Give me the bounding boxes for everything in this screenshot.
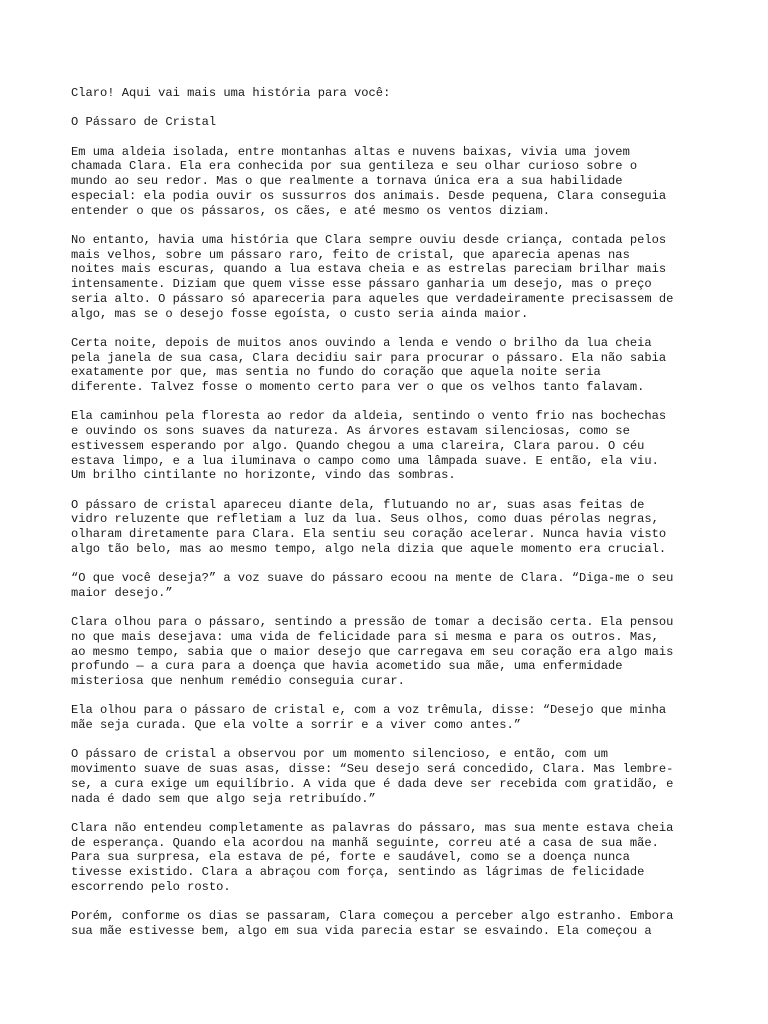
document-page: [71, 86, 711, 953]
paragraph: Ela caminhou pela floresta ao redor da aldeia, sentindo o vento frio nas bochechas e ouvindo os sons suaves da natureza. As árvores estavam silenciosas, como se estivessem esperando por algo. Quando chegou a uma clareira, Clara parou. O céu estava limpo, e a lua iluminava o campo como uma lâmpada suave. E então, ela viu. Um brilho cintilante no horizonte, vindo das sombras.: [71, 409, 667, 483]
paragraph: Clara não entendeu completamente as palavras do pássaro, mas sua mente estava cheia de esperança. Quando ela acordou na manhã seguinte, correu até a casa de sua mãe. Para sua surpresa, ela estava de pé, forte e saudável, como se a doença nunca tivesse existido. Clara a abraçou com força, sentindo as lágrimas de felicidade escorrendo pelo rosto.: [71, 820, 674, 894]
paragraph: O pássaro de cristal apareceu diante dela, flutuando no ar, suas asas feitas de vidro reluzente que refletiam a luz da lua. Seus olhos, como duas pérolas negras, olharam diretamente para Clara. Ela sentiu seu coração acelerar. Nunca havia visto algo tão belo, mas ao mesmo tempo, algo nela dizia que aquele momento era crucial.: [71, 497, 667, 556]
story-title: O Pássaro de Cristal: [71, 115, 217, 130]
intro-line: Claro! Aqui vai mais uma história para você:: [71, 86, 391, 100]
paragraph: Certa noite, depois de muitos anos ouvindo a lenda e vendo o brilho da lua cheia pela janela de sua casa, Clara decidiu sair para procurar o pássaro. Ela não sabia exatamente por que, mas sentia no fundo do coração que aquela noite seria diferente. Talvez fosse o momento certo para ver o que os velhos tanto falavam.: [71, 335, 667, 394]
paragraph: Em uma aldeia isolada, entre montanhas altas e nuvens baixas, vivia uma jovem chamada Clara. Ela era conhecida por sua gentileza e seu olhar curioso sobre o mundo ao seu redor. Mas o que realmente a tornava única era a sua habilidade especial: ela podia ouvir os sussurros dos animais. Desde pequena, Clara conseguia entender o que os pássaros, os cães, e até mesmo os ventos diziam.: [71, 144, 667, 218]
paragraph: O pássaro de cristal a observou por um momento silencioso, e então, com um movimento suave de suas asas, disse: “Seu desejo será concedido, Clara. Mas lembre- se, a cura exige um equilíbrio. A vida que é dada deve ser recebida com gratidão, e nada é dado sem que algo seja retribuído.”: [71, 747, 674, 806]
paragraph: Ela olhou para o pássaro de cristal e, com a voz trêmula, disse: “Desejo que minha mãe seja curada. Que ela volte a sorrir e a viver como antes.”: [71, 703, 667, 733]
paragraph: Clara olhou para o pássaro, sentindo a pressão de tomar a decisão certa. Ela pensou no que mais desejava: uma vida de felicidade para si mesma e para os outros. Mas, ao mesmo tempo, sabia que o maior desejo que carregava em seu coração era algo mais profundo — a cura para a doença que havia acometido sua mãe, uma enfermidade misteriosa que nenhum remédio conseguia curar.: [71, 615, 674, 688]
paragraph: “O que você deseja?” a voz suave do pássaro ecoou na mente de Clara. “Diga-me o seu maior desejo.”: [71, 571, 674, 600]
paragraph: Porém, conforme os dias se passaram, Clara começou a perceber algo estranho. Embora sua mãe estivesse bem, algo em sua vida parecia estar se esvaindo. Ela começou a: [71, 909, 674, 938]
paragraph: No entanto, havia uma história que Clara sempre ouviu desde criança, contada pelos mais velhos, sobre um pássaro raro, feito de cristal, que aparecia apenas nas noites mais escuras, quando a lua estava cheia e as estrelas pareciam brilhar mais intensamente. Diziam que quem visse esse pássaro ganharia um desejo, mas o preço seria alto. O pássaro só apareceria para aqueles que verdadeiramente precisassem de algo, mas se o desejo fosse egoísta, o custo seria ainda maior.: [71, 232, 674, 321]
